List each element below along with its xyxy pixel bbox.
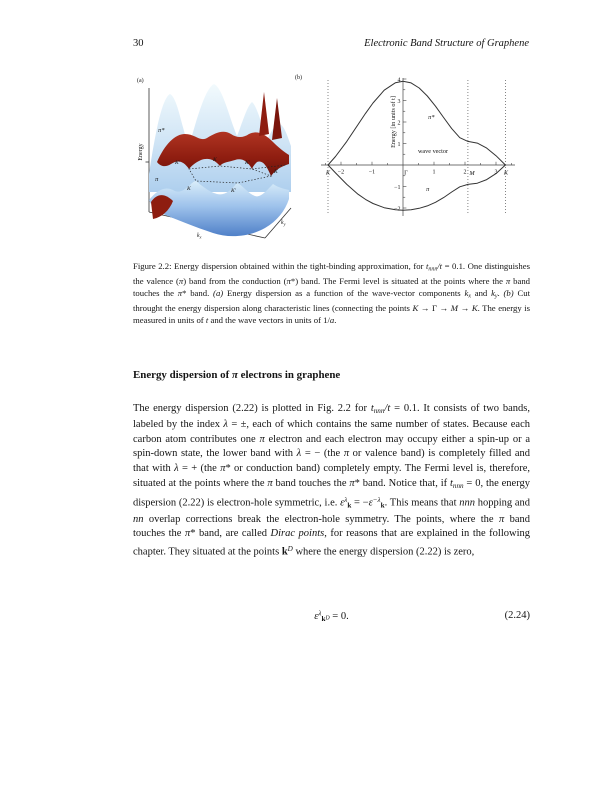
y-tick-label: −2: [394, 206, 401, 213]
y-tick-label: 4: [397, 77, 401, 84]
pi-curve-label: π: [426, 186, 430, 193]
x-tick-label: 1: [432, 169, 436, 176]
k-point-label: K′: [175, 160, 180, 166]
y-tick-label: 2: [397, 120, 401, 127]
pi-star-band-curve: [328, 81, 505, 165]
y-tick-label: −1: [394, 184, 401, 191]
gamma-label: Γ: [404, 169, 408, 177]
y-axis-label: Energy [in units of t]: [390, 96, 397, 148]
k-point-label: K′: [245, 160, 250, 166]
x-tick-label: 2: [463, 169, 467, 176]
y-tick-label: 3: [397, 98, 401, 105]
equation-number: (2.24): [504, 610, 530, 621]
k-left-label: K: [325, 169, 331, 177]
x-tick-label: 3: [494, 169, 498, 176]
energy-axis-label: Energy: [138, 143, 144, 161]
k-point-label: K: [187, 186, 191, 192]
y-tick-label: 1: [397, 141, 401, 148]
k-point-label: K′: [231, 188, 236, 194]
pi-band-label: π: [155, 176, 159, 183]
pi-star-curve-label: π*: [428, 114, 435, 121]
page-number: 30: [133, 38, 144, 49]
x-tick-label: −2: [337, 169, 345, 176]
equation-2-24: [133, 609, 530, 622]
pi-star-ridge-right: [272, 98, 282, 140]
m-label: M: [469, 170, 475, 177]
x-axis-ticks: [326, 162, 512, 165]
pi-star-band-label: π*: [158, 127, 165, 134]
section-heading: Energy dispersion of π electrons in graphene: [133, 369, 341, 381]
k-point-label: K: [274, 169, 278, 175]
equation-expression: $\varepsilon^\lambda kD = 0$.: [314, 609, 349, 623]
pi-band-curve: [328, 165, 505, 213]
figure-panel-a-3d-band-structure: [135, 72, 293, 257]
body-paragraph: The energy dispersion (2.22) is plotted in Fig. 2.2 for tnnn/t = 0.1. It consists of two bands, labeled by the index λ = ±, each of which contains the same number of states. Because each carbon atom contributes one π electron and each electron may occupy either a spin-up or a spin-down state, the lower band with λ = − (the π or valence band) is completely filled and that with λ = + (the π* or conduction band) completely empty. The Fermi level is, therefore, situated at the points where the π band touches the π* band. Notice that, if tnnn = 0, the energy dispersion (2.22) is electron-hole symmetric, i.e. $\varepsilon^\lambda k = -\varepsilon^{-\lambda}k$. This means that nnn hopping and nn overlap corrections break the electron-hole symmetry. The points, where the π band touches the π* band, are called Dirac points, for reasons that are explained in the following chapter. They situated at the points $k^D$ where the energy dispersion (2.22) is zero,: [133, 403, 531, 558]
panel-a-label: (a): [137, 78, 144, 84]
wave-vector-label: wave vector: [417, 148, 449, 155]
figure-panel-b-band-cut: [293, 70, 525, 220]
k-right-label: K: [503, 169, 509, 177]
panel-b-label: (b): [295, 75, 302, 81]
kx-axis-label: $k_x$: [197, 233, 202, 240]
x-tick-label: −1: [368, 169, 376, 176]
running-title: Electronic Band Structure of Graphene: [364, 38, 529, 49]
running-head: [133, 38, 529, 49]
figure-caption: Figure 2.2: Energy dispersion obtained within the tight-binding approximation, for tnnn/t = 0.1. One distinguishes the valence (π) band from the conduction (π*) band. The Fermi level is situated at the points where the π band touches the π* band. (a) Energy dispersion as a function of the wave-vector components kx and ky. (b) Cut throught the energy dispersion along characteristic lines (connecting the points K → Γ → M → K. The energy is measured in units of t and the wave vectors in units of 1/a.: [133, 261, 531, 325]
ky-axis-label: $k_y$: [281, 220, 286, 227]
k-point-label: K: [213, 157, 217, 163]
pi-star-ridge-left: [259, 92, 269, 136]
y-axis-ticks: [403, 79, 406, 208]
